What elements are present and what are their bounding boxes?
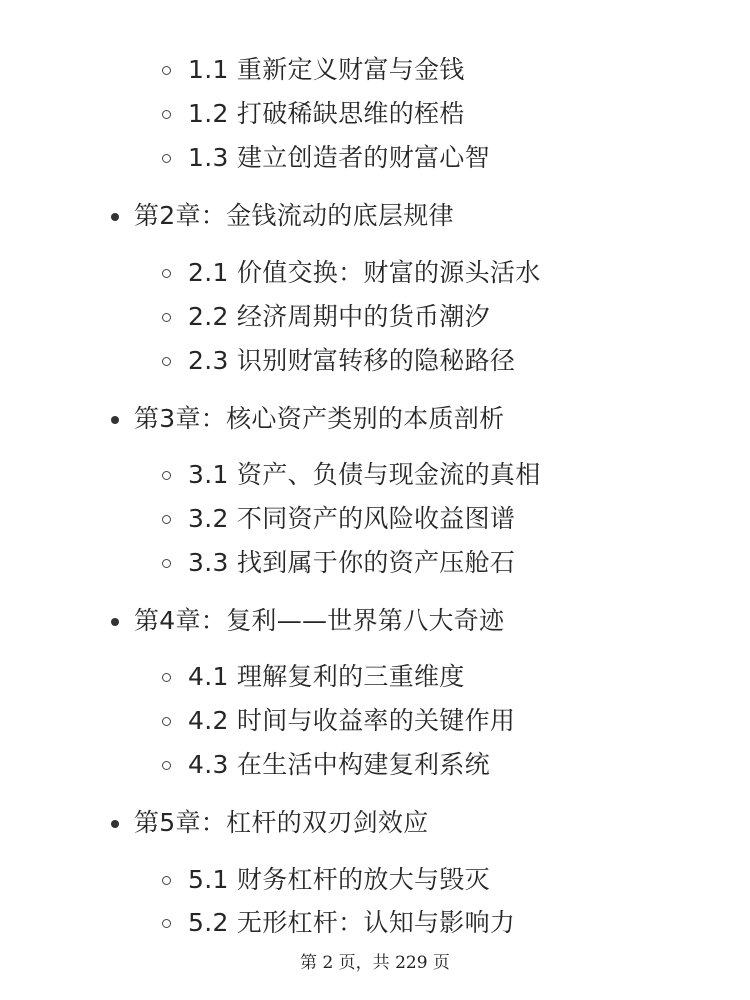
hollow-bullet-icon bbox=[162, 515, 171, 524]
toc-section-text: 5.1 财务杠杆的放大与毁灭 bbox=[188, 865, 490, 894]
hollow-bullet-icon bbox=[162, 66, 171, 75]
filled-bullet-icon bbox=[111, 618, 119, 626]
toc-section-text: 1.2 打破稀缺思维的桎梏 bbox=[188, 99, 465, 128]
filled-bullet-icon bbox=[111, 213, 119, 221]
hollow-bullet-icon bbox=[162, 357, 171, 366]
page-indicator: 第 2 页，共 229 页 bbox=[300, 953, 450, 973]
hollow-bullet-icon bbox=[162, 559, 171, 568]
toc-chapter-text: 第4章：复利——世界第八大奇迹 bbox=[134, 606, 505, 635]
toc-section-text: 2.2 经济周期中的货币潮汐 bbox=[188, 302, 490, 331]
toc-chapter-text: 第3章：核心资产类别的本质剖析 bbox=[134, 404, 505, 433]
toc-section-text: 2.3 识别财富转移的隐秘路径 bbox=[188, 346, 516, 375]
hollow-bullet-icon bbox=[162, 673, 171, 682]
hollow-bullet-icon bbox=[162, 919, 171, 928]
hollow-bullet-icon bbox=[162, 269, 171, 278]
hollow-bullet-icon bbox=[162, 717, 171, 726]
toc-section-text: 4.1 理解复利的三重维度 bbox=[188, 662, 465, 691]
toc-section-text: 3.2 不同资产的风险收益图谱 bbox=[188, 504, 516, 533]
toc-section-text: 5.2 无形杠杆：认知与影响力 bbox=[188, 908, 516, 937]
hollow-bullet-icon bbox=[162, 761, 171, 770]
toc-section-text: 1.3 建立创造者的财富心智 bbox=[188, 143, 490, 172]
toc-chapter-text: 第5章：杠杆的双刃剑效应 bbox=[134, 808, 429, 837]
toc-section-text: 3.3 找到属于你的资产压舱石 bbox=[188, 548, 516, 577]
hollow-bullet-icon bbox=[162, 471, 171, 480]
filled-bullet-icon bbox=[111, 416, 119, 424]
toc-section-text: 4.3 在生活中构建复利系统 bbox=[188, 750, 490, 779]
hollow-bullet-icon bbox=[162, 876, 171, 885]
hollow-bullet-icon bbox=[162, 110, 171, 119]
hollow-bullet-icon bbox=[162, 154, 171, 163]
toc-chapter-text: 第2章：金钱流动的底层规律 bbox=[134, 201, 454, 230]
toc-section-text: 3.1 资产、负债与现金流的真相 bbox=[188, 460, 541, 489]
hollow-bullet-icon bbox=[162, 313, 171, 322]
filled-bullet-icon bbox=[111, 820, 119, 828]
toc-section-text: 2.1 价值交换：财富的源头活水 bbox=[188, 258, 541, 287]
toc-section-text: 4.2 时间与收益率的关键作用 bbox=[188, 706, 516, 735]
toc-section-text: 1.1 重新定义财富与金钱 bbox=[188, 55, 465, 84]
